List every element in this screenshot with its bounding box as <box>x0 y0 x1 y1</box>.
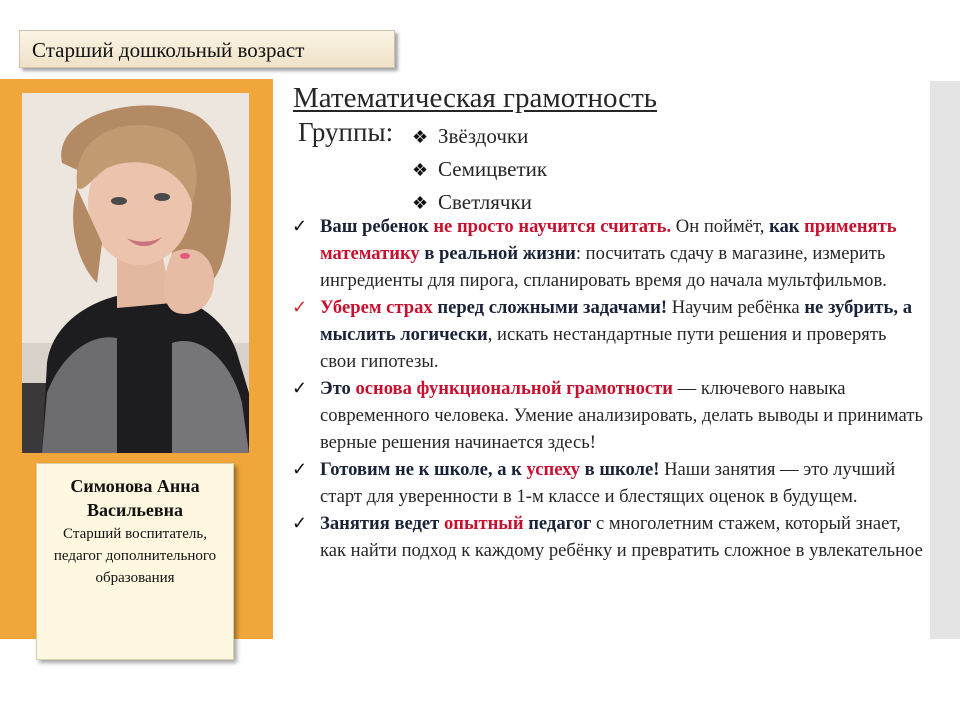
benefit-text-segment: — ключевого навыка современного человека. Умение анализировать, делать выводы и принимать верные решения начинается здесь! <box>320 378 923 453</box>
benefit-text-segment: перед сложными задачами! <box>432 297 668 318</box>
benefit-item <box>292 510 926 564</box>
benefit-text-segment: успеху <box>526 459 580 480</box>
group-item-label: Светлячки <box>438 190 532 214</box>
benefit-text-segment: Он поймёт, <box>671 216 770 237</box>
benefit-item <box>292 294 926 375</box>
teacher-photo <box>22 93 249 453</box>
group-item <box>412 153 547 186</box>
benefits-list <box>292 213 926 564</box>
benefit-text-segment: Наши занятия — это лучший старт для уверенности в 1-м классе и блестящих оценок в будущем. <box>320 459 896 507</box>
groups-label: Группы: <box>298 117 394 147</box>
benefit-text-segment: как <box>769 216 805 237</box>
benefit-text-segment: Это <box>320 378 356 399</box>
benefit-text-segment: не зубрить, а мыслить логически <box>320 297 912 345</box>
diamond-bullet-icon: ❖ <box>412 193 429 213</box>
benefit-text-segment: применять математику <box>320 216 897 264</box>
age-badge-label: Старший дошкольный возраст <box>32 38 305 62</box>
benefit-text-segment: основа функциональной грамотности <box>355 378 673 399</box>
benefit-text-segment: Ваш ребенок <box>320 216 434 237</box>
benefit-text-segment: педагог <box>523 513 592 534</box>
benefit-text-segment: не просто научится считать. <box>433 216 672 237</box>
teacher-card <box>36 463 234 660</box>
benefit-text-segment: Уберем страх <box>320 297 433 318</box>
group-item-label: Семицветик <box>438 157 548 181</box>
benefit-text-segment: в школе! <box>580 459 660 480</box>
checkmark-icon: ✓ <box>292 378 308 398</box>
group-item-label: Звёздочки <box>438 124 529 148</box>
checkmark-icon: ✓ <box>292 297 308 317</box>
benefit-text-segment: : посчитать сдачу в магазине, измерить ингредиенты для пирога, спланировать время до начала мультфильмов. <box>320 243 887 291</box>
diamond-bullet-icon: ❖ <box>412 160 429 180</box>
groups-list <box>412 120 547 219</box>
gray-side-strip <box>930 81 960 639</box>
age-badge <box>19 30 395 68</box>
benefit-text-segment: опытный <box>443 513 524 534</box>
benefit-text-segment: с многолетним стажем, который знает, как найти подход к каждому ребёнку и превратить сложное в увлекательное <box>320 513 923 561</box>
benefit-text-segment: Научим ребёнка <box>667 297 805 318</box>
benefit-text-segment: Готовим не к школе, а к <box>320 459 527 480</box>
benefit-item <box>292 456 926 510</box>
benefit-text-segment: Занятия ведет <box>320 513 444 534</box>
benefit-item <box>292 213 926 294</box>
page-title: Математическая грамотность <box>293 82 658 114</box>
teacher-name: Симонова Анна Васильевна <box>70 476 200 520</box>
checkmark-icon: ✓ <box>292 216 308 236</box>
diamond-bullet-icon: ❖ <box>412 127 429 147</box>
teacher-role: Старший воспитатель, педагог дополнительного образования <box>53 526 217 586</box>
group-item <box>412 120 547 153</box>
benefit-item <box>292 375 926 456</box>
checkmark-icon: ✓ <box>292 459 308 479</box>
checkmark-icon: ✓ <box>292 513 308 533</box>
benefit-text-segment: в реальной жизни <box>419 243 576 264</box>
benefit-text-segment: , искать нестандартные пути решения и проверять свои гипотезы. <box>320 324 887 372</box>
